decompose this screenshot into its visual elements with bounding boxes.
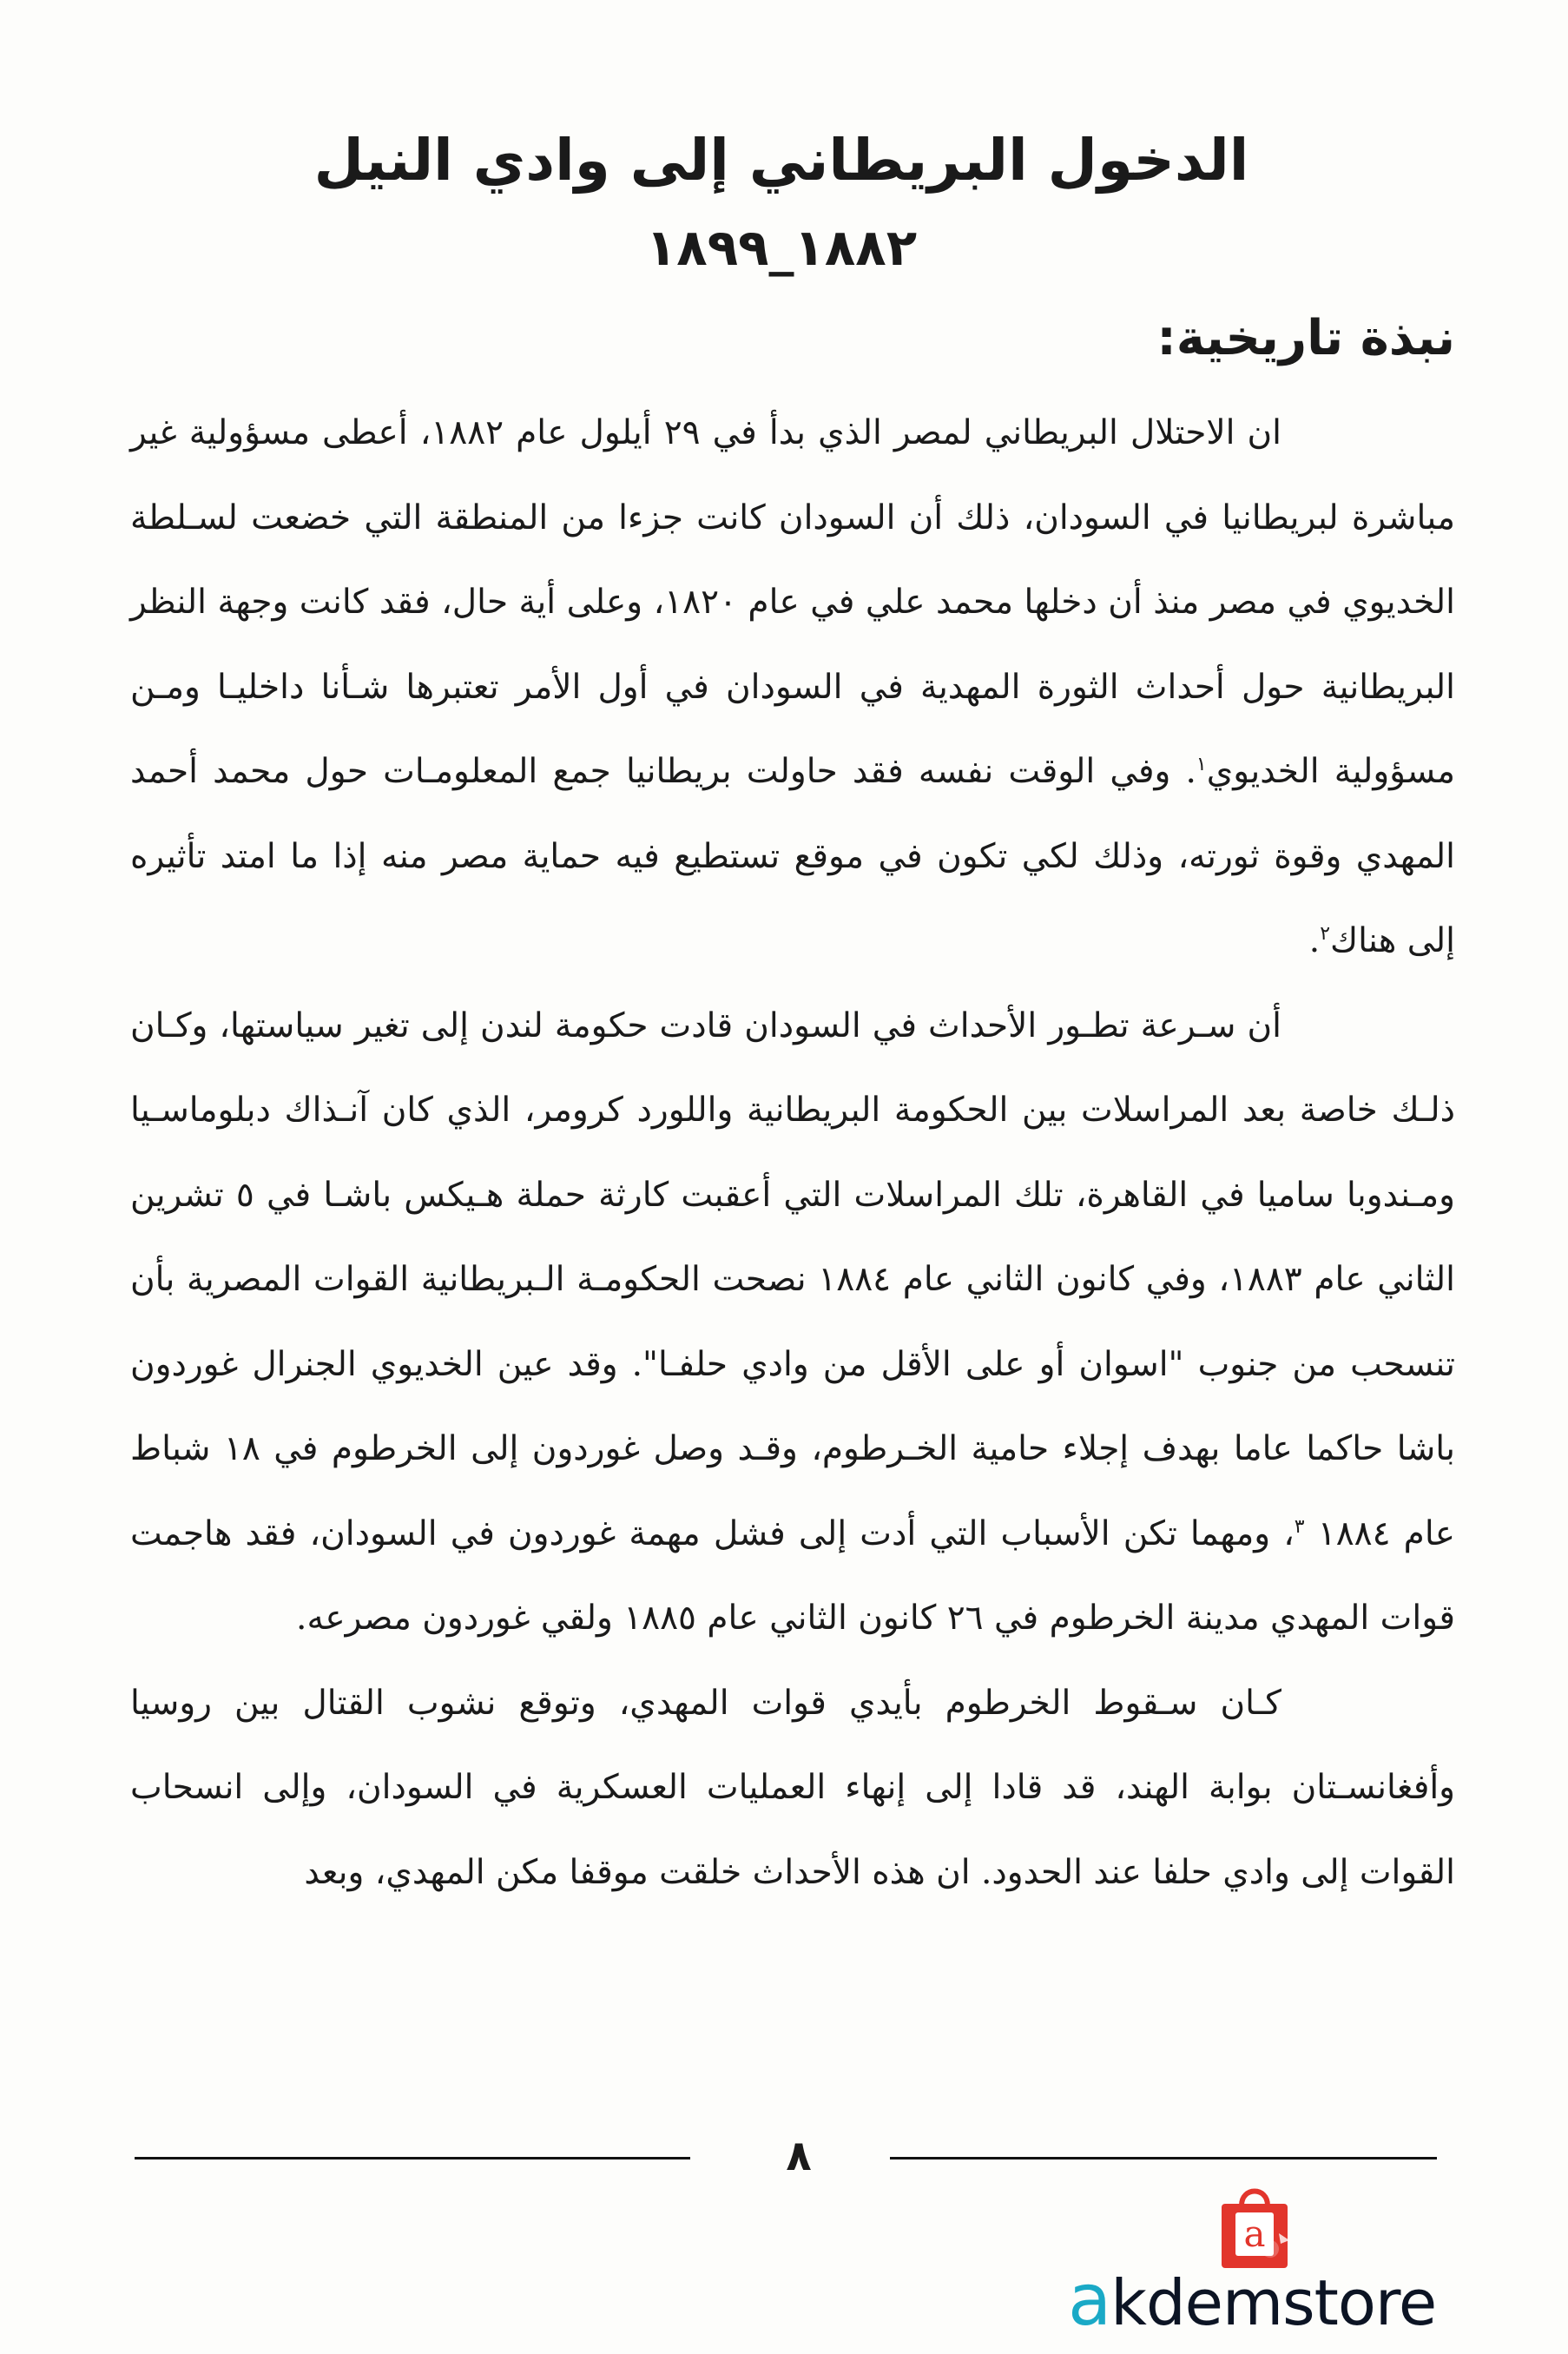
paragraph-1-text-end: . bbox=[1308, 921, 1321, 960]
footnote-marker-3: ٣ bbox=[1294, 1515, 1305, 1538]
page-subtitle-years: ١٨٨٢_١٨٩٩ bbox=[645, 218, 918, 277]
paragraph-1 bbox=[130, 391, 1455, 984]
footnote-marker-2: ٢ bbox=[1320, 923, 1331, 945]
paragraph-2 bbox=[130, 984, 1455, 1661]
paragraph-3-text: كـان سـقوط الخرطوم بأيدي قوات المهدي، وتوقع نشوب القتال بين روسيا وأفغانسـتان بوابة الهند، قد قادا إلى إنهاء العمليات العسكرية في السودان، وإلى انسحاب القوات إلى وادي حلفا عند الحدود. ان هذه الأحداث خلقت موقفا مكن المهدي، وبعد bbox=[130, 1683, 1455, 1892]
page-title: الدخول البريطاني إلى وادي النيل bbox=[313, 127, 1249, 194]
shopping-bag-icon bbox=[1211, 2179, 1298, 2271]
store-watermark bbox=[1068, 2179, 1476, 2342]
paragraph-1-text-cont: . وفي الوقت نفسه فقد حاولت بريطانيا جمع المعلومـات حول محمد أحمد المهدي وقوة ثورته، وذلك لكي تكون في موقع تستطيع فيه حماية مصر منه إذا ما امتد تأثيره إلى هناك bbox=[130, 752, 1455, 960]
store-name-rest: kdemstore bbox=[1110, 2266, 1437, 2339]
store-name-prefix: a bbox=[1068, 2259, 1111, 2342]
footer-rule-left bbox=[135, 2157, 690, 2159]
bag-letter: a bbox=[1235, 2212, 1274, 2256]
page-number: ٨ bbox=[786, 2132, 812, 2180]
footnote-marker-1: ١ bbox=[1196, 754, 1207, 775]
paragraph-2-text: أن سـرعة تطـور الأحداث في السودان قادت حكومة لندن إلى تغير سياستها، وكـان ذلـك خاصة بعد المراسلات بين الحكومة البريطانية واللورد كرومر، الذي كان آنـذاك دبلوماسـيا ومـندوبا ساميا في القاهرة، تلك المراسلات التي أعقبت كارثة حملة هـيكس باشـا في ٥ تشرين الثاني عام ١٨٨٣، وفي كانون الثاني عام ١٨٨٤ نصحت الحكومـة الـبريطانية القوات المصرية بأن تنسحب من جنوب "اسوان أو على الأقل من وادي حلفـا". وقد عين الخديوي الجنرال غوردون باشا حاكما عاما بهدف إجلاء حامية الخـرطوم، وقـد وصل غوردون إلى الخرطوم في ١٨ شباط عام ١٨٨٤ bbox=[130, 1006, 1456, 1553]
store-name bbox=[1068, 2259, 1437, 2342]
paragraph-2-text-cont: ، ومهما تكن الأسباب التي أدت إلى فشل مهمة غوردون في السودان، فقد هاجمت قوات المهدي مدينة الخرطوم في ٢٦ كانون الثاني عام ١٨٨٥ ولقي غوردون مصرعه. bbox=[130, 1513, 1455, 1638]
body-text bbox=[130, 391, 1455, 1915]
paragraph-1-text: ان الاحتلال البريطاني لمصر الذي بدأ في ٢٩ أيلول عام ١٨٨٢، أعطى مسؤولية غير مباشرة لبريطانيا في السودان، ذلك أن السودان كانت جزءا من المنطقة التي خضعت لسـلطة الخديوي في مصر منذ أن دخلها محمد علي في عام ١٨٢٠، وعلى أية حال، فقد كانت وجهة النظر البريطانية حول أحداث الثورة المهدية في السودان في أول الأمر تعتبرها شـأنا داخليـا ومـن مسؤولية الخديوي bbox=[130, 413, 1456, 791]
section-heading: نبذة تاريخية: bbox=[1156, 310, 1455, 366]
paragraph-3 bbox=[130, 1661, 1455, 1916]
footer-rule-right bbox=[890, 2157, 1437, 2159]
